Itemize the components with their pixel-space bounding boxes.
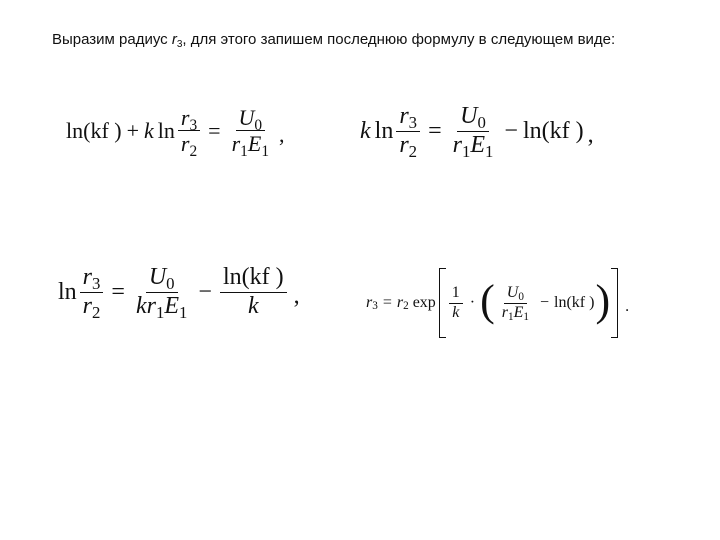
k-symbol: k	[144, 117, 154, 143]
subscript-0: 0	[166, 274, 175, 294]
right-paren-glyph: )	[595, 276, 611, 325]
fraction-r3-r2	[396, 103, 420, 159]
intro-text-start: Выразим радиус	[52, 31, 172, 48]
subscript-0: 0	[518, 291, 524, 304]
formula-3	[58, 264, 300, 320]
e-symbol: E	[470, 131, 486, 158]
ln-kf: ln(kf )	[554, 294, 595, 311]
ln-symbol: ln	[58, 278, 77, 305]
subscript-2: 2	[92, 302, 101, 322]
fraction-u0-r1e1	[499, 284, 532, 322]
subscript-2: 2	[408, 141, 418, 161]
u-symbol: U	[238, 105, 255, 130]
r-symbol: r	[180, 131, 190, 157]
square-bracket	[439, 268, 618, 338]
r-symbol: r	[231, 131, 241, 157]
r-symbol: r	[180, 105, 190, 130]
subscript-1: 1	[485, 141, 494, 161]
subscript-3: 3	[189, 116, 198, 134]
ln-kf: ln(kf )	[522, 117, 584, 144]
e-symbol: E	[513, 303, 524, 321]
k-symbol: k	[360, 117, 371, 144]
subscript-3: 3	[408, 113, 418, 133]
subscript-3: 3	[92, 274, 101, 294]
minus-sign: −	[539, 294, 550, 311]
subscript-1: 1	[523, 310, 529, 323]
k-symbol: k	[452, 303, 460, 321]
subscript-1: 1	[461, 141, 471, 161]
plus-sign: +	[126, 117, 140, 143]
intro-variable-subscript: 3	[176, 39, 183, 50]
k-symbol: k	[135, 292, 147, 319]
subscript-0: 0	[477, 113, 486, 133]
ln-kf: ln(kf )	[66, 117, 122, 143]
equals-sign: =	[382, 294, 392, 311]
subscript-1: 1	[240, 142, 248, 160]
r-symbol: r	[396, 294, 404, 311]
ln-kf: ln(kf )	[220, 264, 287, 293]
subscript-3: 3	[372, 300, 378, 313]
left-paren-glyph: (	[480, 276, 495, 325]
r-symbol: r	[399, 131, 409, 158]
minus-sign: −	[504, 117, 518, 144]
r-symbol: r	[366, 294, 373, 311]
r-symbol: r	[82, 264, 93, 290]
e-symbol: E	[247, 131, 262, 157]
comma: ,	[587, 121, 594, 148]
fraction-u0-r1e1	[450, 103, 497, 159]
fraction-u0-r1e1	[229, 105, 272, 160]
comma: ,	[293, 282, 300, 309]
fraction-r3-r2	[80, 264, 104, 320]
period: .	[625, 298, 630, 315]
formula-1	[66, 105, 285, 160]
fraction-lnkf-k	[220, 264, 287, 320]
formula-2	[360, 103, 594, 159]
subscript-1: 1	[155, 302, 165, 322]
exp-symbol: exp	[412, 294, 436, 311]
equals-sign: =	[428, 117, 442, 144]
comma: ,	[279, 121, 285, 147]
fraction-r3-r2	[178, 105, 200, 160]
r-symbol: r	[452, 131, 462, 158]
intro-text-end: , для этого запишем последнюю формулу в следующем виде:	[182, 31, 616, 48]
fraction-1-k	[449, 284, 463, 322]
multiplication-dot: ·	[469, 294, 476, 311]
equals-sign: =	[208, 117, 221, 143]
subscript-0: 0	[254, 116, 263, 134]
subscript-1: 1	[179, 302, 188, 322]
u-symbol: U	[148, 264, 167, 290]
r-symbol: r	[501, 303, 509, 321]
intro-variable: r	[171, 31, 177, 48]
intro-paragraph	[30, 30, 690, 50]
equals-sign: =	[111, 278, 125, 305]
r-symbol: r	[82, 292, 93, 319]
ln-symbol: ln	[374, 117, 394, 144]
formula-4	[366, 268, 629, 338]
ln-symbol: ln	[157, 117, 175, 143]
u-symbol: U	[460, 103, 478, 129]
u-symbol: U	[506, 284, 519, 302]
one-digit: 1	[449, 284, 463, 303]
subscript-1: 1	[508, 310, 514, 323]
r-symbol: r	[399, 103, 409, 129]
e-symbol: E	[164, 292, 180, 319]
subscript-2: 2	[189, 142, 198, 160]
r-symbol: r	[146, 292, 156, 319]
fraction-u0-kr1e1	[133, 264, 190, 320]
k-symbol: k	[247, 292, 259, 319]
subscript-1: 1	[261, 142, 270, 160]
subscript-2: 2	[403, 300, 409, 313]
minus-sign: −	[198, 278, 212, 305]
